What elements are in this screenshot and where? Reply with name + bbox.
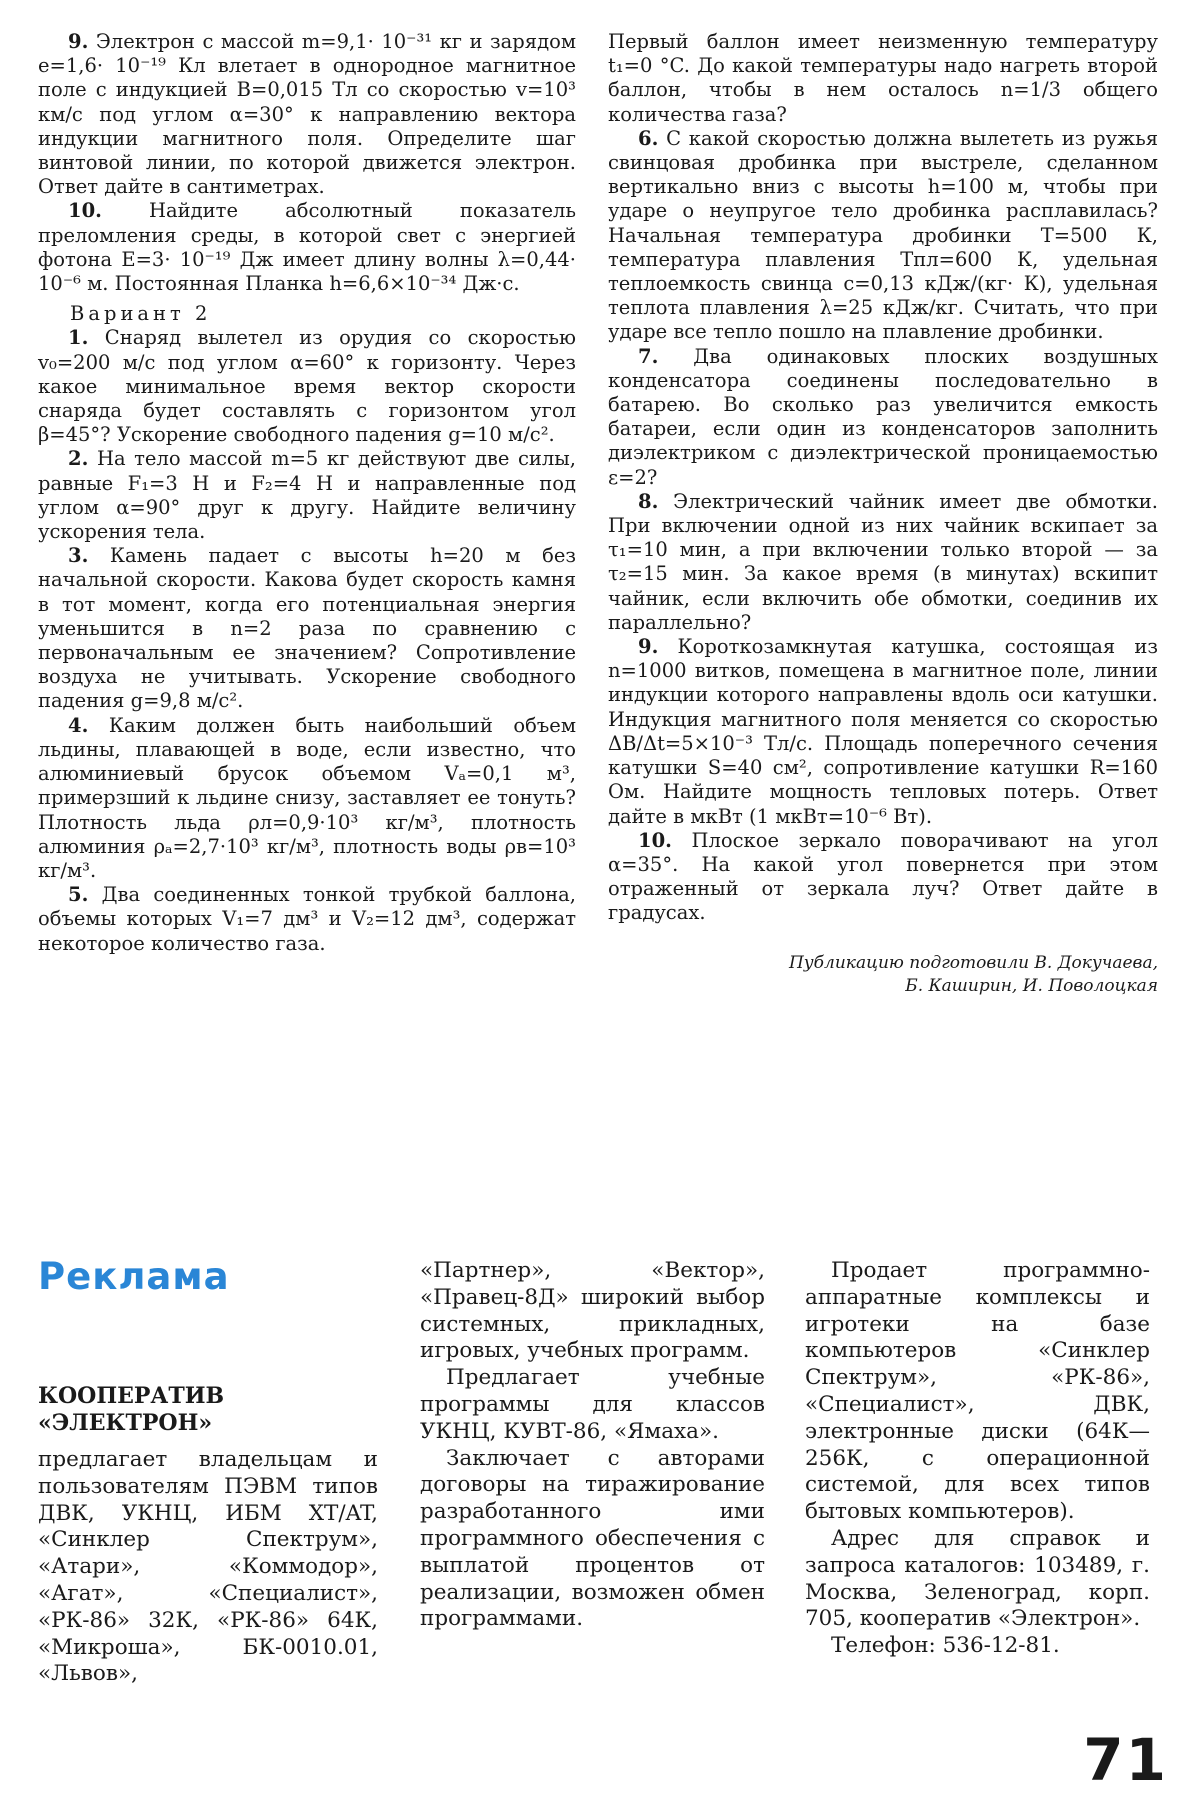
problem-number: 2. — [68, 447, 89, 471]
page-number: 71 — [1083, 1726, 1168, 1794]
ad-paragraph: Заключает с авторами договоры на тиражирование разработанного ими программного обеспечения с выплатой процентов от реализации, возможен обмен программами. — [420, 1445, 765, 1632]
credit-line: Публикацию подготовили В. Докучаева, — [788, 952, 1158, 973]
problem — [38, 447, 576, 544]
problem-text: Каким должен быть наибольший объем льдины, плавающей в воде, если известно, что алюминиевый брусок объемом Vₐ=0,1 м³, примерзший к льдине снизу, заставляет ее тонуть? Плотность льда ρл=0,9·10³ кг/м³, плотность алюминия ρₐ=2,7·10³ кг/м³, плотность воды ρв=10³ кг/м³. — [38, 713, 576, 882]
ad-phone: Телефон: 536-12-81. — [831, 1633, 1060, 1659]
problem-number: 6. — [638, 126, 659, 150]
credit-line: Б. Каширин, И. Поволоцкая — [905, 975, 1158, 996]
ad-paragraph: Адрес для справок и запроса каталогов: 103489, г. Москва, Зеленоград, корп. 705, кооператив «Электрон». — [805, 1525, 1150, 1632]
problem — [608, 829, 1158, 926]
problem — [608, 490, 1158, 635]
problem-number: 10. — [68, 199, 102, 223]
problem-text: Снаряд вылетел из орудия со скоростью v₀=200 м/с под углом α=60° к горизонту. Через какое минимальное время вектор скорости снаряда будет составлять с горизонтом угол β=45°? Ускорение свободного падения g=10 м/с². — [38, 326, 576, 447]
problem-number: 3. — [68, 544, 89, 568]
ad-paragraph: Предлагает учебные программы для классов УКНЦ, КУВТ-86, «Ямаха». — [420, 1365, 765, 1444]
problem-number: 5. — [68, 883, 89, 907]
problem-continuation: Первый баллон имеет неизменную температуру t₁=0 °C. До какой температуры надо нагреть второй баллон, чтобы в нем осталось n=1/3 общего количества газа? — [608, 30, 1158, 126]
ad-heading: Реклама — [38, 1255, 230, 1298]
problem-text: Плоское зеркало поворачивают на угол α=35°. На какой угол повернется при этом отраженный от зеркала луч? Ответ дайте в градусах. — [608, 828, 1158, 925]
problem — [38, 883, 576, 956]
variant-heading: Вариант 2 — [70, 302, 212, 326]
problem-text: Электрический чайник имеет две обмотки. При включении одной из них чайник вскипает за τ₁=10 мин, а при включении только второй — за τ₂=15 мин. За какое время (в минутах) вскипит чайник, если включить обе обмотки, соединив их параллельно? — [608, 489, 1158, 634]
problem-text: Камень падает с высоты h=20 м без начальной скорости. Какова будет скорость камня в тот момент, когда его потенциальная энергия уменьшится в n=2 раза по сравнению с первоначальным ее значением? Сопротивление воздуха не учитывать. Ускорение свободного падения g=9,8 м/с². — [38, 544, 576, 713]
ad-title — [38, 1383, 378, 1437]
problem-number: 10. — [638, 828, 672, 852]
problem-number: 1. — [68, 326, 89, 350]
problem-text: Два соединенных тонкой трубкой баллона, объемы которых V₁=7 дм³ и V₂=12 дм³, содержат некоторое количество газа. — [38, 883, 577, 955]
problem — [38, 714, 576, 883]
publication-credit — [608, 952, 1158, 998]
problem-text: На тело массой m=5 кг действуют две силы, равные F₁=3 Н и F₂=4 Н и направленные под углом α=90° друг к другу. Найдите величину ускорения тела. — [38, 447, 577, 544]
ad-title-line: «ЭЛЕКТРОН» — [38, 1410, 213, 1436]
ad-paragraph: предлагает владельцам и пользователям ПЭВМ типов ДВК, УКНЦ, ИБМ XT/AT, «Синклер Спектрум», «Атари», «Коммодор», «Агат», «Специалист», «РК-86» 32К, «РК-86» 64К, «Микроша», БК-0010.01, «Львов», — [38, 1447, 378, 1687]
ad-column-2 — [420, 1258, 765, 1633]
ad-column-3 — [805, 1258, 1150, 1660]
problem-number: 4. — [68, 713, 89, 737]
problem — [38, 30, 576, 199]
problem-text: Два одинаковых плоских воздушных конденсатора соединены последовательно в батарею. Во сколько раз увеличится емкость батареи, если один из конденсаторов заполнить диэлектриком с диэлектрической проницаемостью ε=2? — [608, 344, 1158, 489]
problem-text: Короткозамкнутая катушка, состоящая из n=1000 витков, помещена в магнитное поле, линии индукции которого направлены вдоль оси катушки. Индукция магнитного поля меняется со скоростью ΔB/Δt=5×10⁻³ Тл/с. Площадь поперечного сечения катушки S=40 см², сопротивление катушки R=160 Ом. Найдите мощность тепловых потерь. Ответ дайте в мкВт (1 мкВт=10⁻⁶ Вт). — [608, 635, 1158, 828]
problem — [38, 199, 576, 296]
problem-text: Найдите абсолютный показатель преломления среды, в которой свет с энергией фотона E=3· 10⁻¹⁹ Дж имеет длину волны λ=0,44· 10⁻⁶ м. Постоянная Планка h=6,6×10⁻³⁴ Дж·с. — [38, 199, 576, 296]
right-column — [608, 30, 1158, 998]
problem — [608, 635, 1158, 829]
ad-paragraph: «Партнер», «Вектор», «Правец-8Д» широкий выбор системных, прикладных, игровых, учебных программ. — [420, 1258, 765, 1364]
problem — [608, 127, 1158, 345]
problem-number: 9. — [638, 635, 659, 659]
problem-number: 7. — [638, 344, 659, 368]
ad-title-line: КООПЕРАТИВ — [38, 1383, 225, 1409]
problem-number: 8. — [638, 489, 659, 513]
problem — [38, 544, 576, 713]
problem-text: Электрон с массой m=9,1· 10⁻³¹ кг и зарядом e=1,6· 10⁻¹⁹ Кл влетает в однородное магнитное поле с индукцией B=0,015 Тл со скоростью v=10³ км/с под углом α=30° к направлению вектора индукции магнитного поля. Определите шаг винтовой линии, по которой движется электрон. Ответ дайте в сантиметрах. — [38, 30, 576, 199]
problem — [38, 326, 576, 447]
left-column — [38, 30, 576, 956]
problem-text: С какой скоростью должна вылететь из ружья свинцовая дробинка при выстреле, сделанном вертикально вниз с высоты h=100 м, чтобы при ударе о неупругое тело дробинка расплавилась? Начальная температура дробинки T=500 К, температура плавления Tпл=600 К, удельная теплоемкость свинца c=0,13 кДж/(кг· К), удельная теплота плавления λ=25 кДж/кг. Считать, что при ударе все тепло пошло на плавление дробинки. — [608, 126, 1158, 344]
ad-paragraph: Продает программно-аппаратные комплексы и игротеки на базе компьютеров «Синклер Спектрум», «РК-86», «Специалист», ДВК, электронные диски (64К—256К, с операционной системой, для всех типов бытовых компьютеров). — [805, 1258, 1150, 1525]
problem-number: 9. — [68, 30, 89, 53]
ad-column-1 — [38, 1383, 378, 1688]
problem — [608, 345, 1158, 490]
